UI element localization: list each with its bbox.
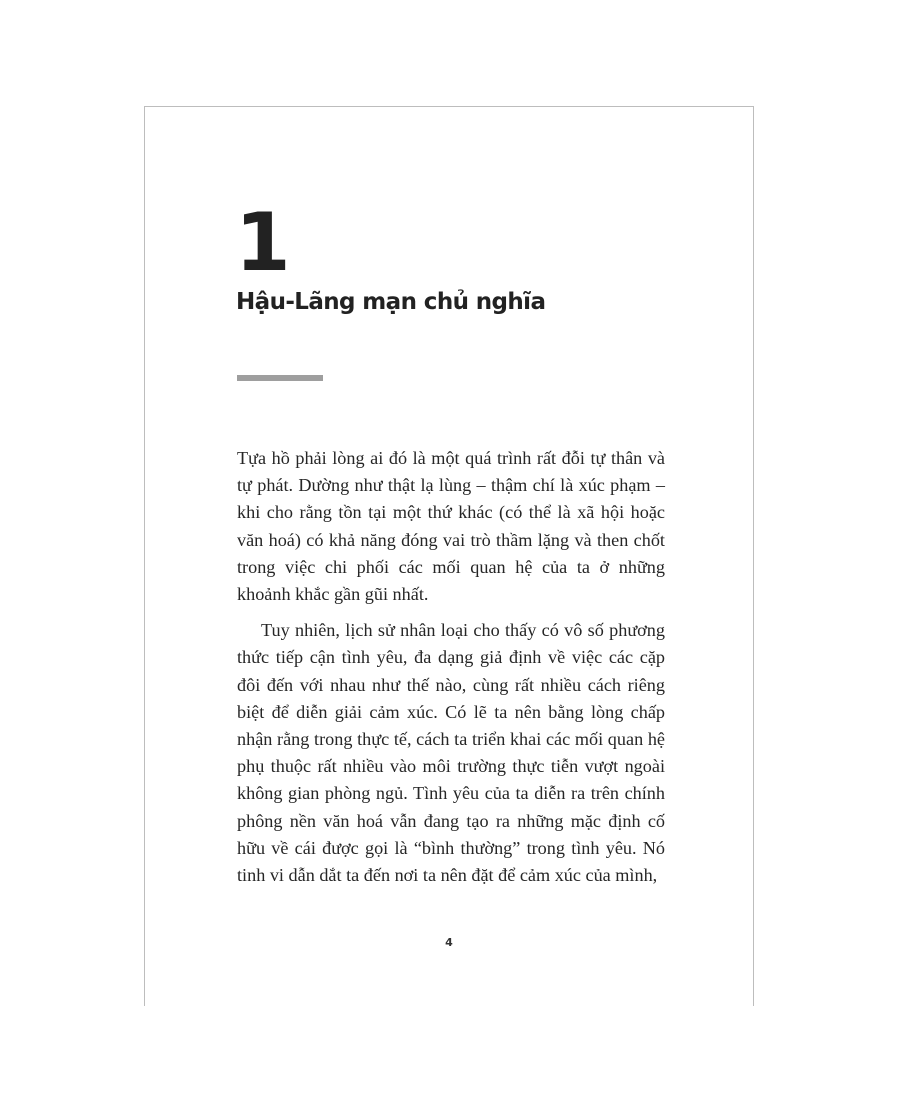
- page-number: 4: [445, 936, 453, 949]
- paragraph: Tuy nhiên, lịch sử nhân loại cho thấy có vô số phương thức tiếp cận tình yêu, đa dạng giả định về việc các cặp đôi đến với nhau như thế nào, cùng rất nhiều cách riêng biệt để diễn giải cảm xúc. Có lẽ ta nên bằng lòng chấp nhận rằng trong thực tế, cách ta triển khai các mối quan hệ phụ thuộc rất nhiều vào môi trường thực tiễn vượt ngoài không gian phòng ngủ. Tình yêu của ta diễn ra trên chính phông nền văn hoá vẫn đang tạo ra những mặc định cố hữu về cái được gọi là “bình thường” trong tình yêu. Nó tinh vi dẫn dắt ta đến nơi ta nên đặt để cảm xúc của mình,: [237, 620, 665, 886]
- body-text: [237, 445, 665, 889]
- chapter-number: 1: [235, 196, 289, 289]
- title-divider: [237, 375, 323, 381]
- book-page: [144, 106, 754, 1006]
- chapter-title: Hậu-Lãng mạn chủ nghĩa: [236, 289, 546, 315]
- paragraph: Tựa hồ phải lòng ai đó là một quá trình rất đỗi tự thân và tự phát. Dường như thật lạ lùng – thậm chí là xúc phạm – khi cho rằng tồn tại một thứ khác (có thể là xã hội hoặc văn hoá) có khả năng đóng vai trò thầm lặng và then chốt trong việc chi phối các mối quan hệ của ta ở những khoảnh khắc gần gũi nhất.: [237, 448, 665, 605]
